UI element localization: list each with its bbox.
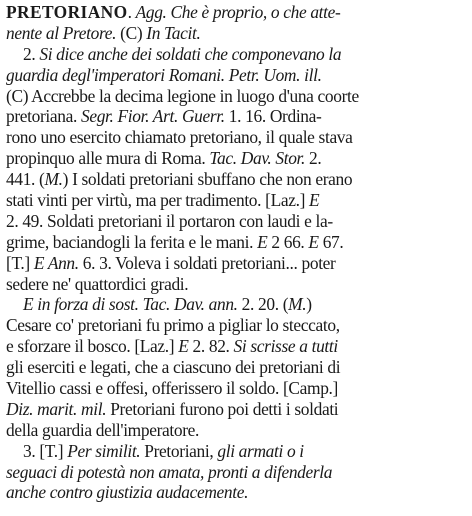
text-segment: ) xyxy=(306,294,312,315)
italic-text: Tac. Dav. Stor. xyxy=(209,148,306,169)
text-segment: 1. 16. Ordina- xyxy=(224,106,322,127)
entry-line xyxy=(6,23,466,44)
text-segment: 441. ( xyxy=(6,169,45,190)
entry-line xyxy=(6,232,466,253)
text-segment: e sforzare il bosco. [Laz.] xyxy=(6,336,179,357)
entry-line xyxy=(6,106,466,127)
text-segment: (C) Accrebbe la decima legione in luogo d'una coorte xyxy=(6,85,359,106)
entry-line xyxy=(6,462,466,483)
italic-text: E xyxy=(309,190,320,211)
italic-text: E in forza di sost. Tac. Dav. ann. xyxy=(23,294,238,315)
italic-text: Si scrisse a tutti xyxy=(233,336,338,357)
text-segment: sedere ne' quattordici gradi. xyxy=(6,273,189,294)
headword: PRETORIANO xyxy=(6,2,128,22)
italic-text: Agg. Che è proprio, o che atte- xyxy=(135,2,341,22)
text-segment: 2. 20. ( xyxy=(237,294,289,315)
entry-line xyxy=(6,399,466,420)
italic-text: seguaci di potestà non amata, pronti a difenderla xyxy=(6,461,333,482)
italic-text: gli armati o i xyxy=(217,440,304,461)
text-segment: Pretoriani, xyxy=(140,440,218,461)
italic-text: Per similit. xyxy=(67,440,141,461)
text-segment: 67. xyxy=(318,231,344,252)
text-segment: 2. 49. Soldati pretoriani il portaron con laudi e la- xyxy=(6,210,333,231)
italic-text: In Tacit. xyxy=(146,22,201,43)
text-segment: ) I soldati pretoriani sbuffano che non erano xyxy=(62,169,353,190)
text-segment: 2. xyxy=(23,43,40,64)
text-segment: 2 66. xyxy=(267,231,309,252)
italic-text: Diz. marit. mil. xyxy=(6,398,107,419)
text-segment: gli eserciti e legati, che a ciascuno dei pretoriani di xyxy=(6,357,341,378)
entry-line xyxy=(6,211,466,232)
entry-line xyxy=(6,357,466,378)
entry-line xyxy=(6,127,466,148)
entry-line xyxy=(6,148,466,169)
entry-line xyxy=(6,420,466,441)
italic-text: Segr. Fior. Art. Guerr. xyxy=(80,106,225,127)
entry-line xyxy=(6,274,466,295)
italic-text: Si dice anche dei soldati che componevano la xyxy=(39,43,342,64)
text-segment: 6. 3. Voleva i soldati pretoriani... poter xyxy=(78,252,336,273)
entry-line xyxy=(6,294,466,315)
text-segment: Pretoriani furono poi detti i soldati xyxy=(106,398,339,419)
entry-line xyxy=(6,44,466,65)
text-segment: propinquo alle mura di Roma. xyxy=(6,148,210,169)
text-segment: (C) xyxy=(116,22,147,43)
entry-line xyxy=(6,190,466,211)
italic-text: E xyxy=(178,336,189,357)
entry-line xyxy=(6,315,466,336)
entry-line xyxy=(6,441,466,462)
text-segment: . xyxy=(127,2,136,22)
italic-text: E Ann. xyxy=(33,252,79,273)
italic-text: anche contro giustizia audacemente. xyxy=(6,482,249,503)
text-segment: stati vinti per virtù, ma per tradimento. [Laz.] xyxy=(6,190,310,211)
entry-line xyxy=(6,378,466,399)
text-segment: [T.] xyxy=(6,252,34,273)
text-segment: 2. 82. xyxy=(188,336,234,357)
text-segment: grime, baciandogli la ferita e le mani. xyxy=(6,231,258,252)
entry-line xyxy=(6,336,466,357)
entry-line xyxy=(6,482,466,503)
text-segment: Vitellio cassi e offesi, offerissero il soldo. [Camp.] xyxy=(6,378,338,399)
italic-text: guardia degl'imperatori Romani. Petr. Uom. ill. xyxy=(6,64,322,85)
entry-line xyxy=(6,2,466,23)
entry-line xyxy=(6,86,466,107)
italic-text: M. xyxy=(288,294,307,315)
entry-line xyxy=(6,169,466,190)
italic-text: M. xyxy=(44,169,63,190)
text-segment: pretoriana. xyxy=(6,106,81,127)
text-segment: 3. [T.] xyxy=(23,440,68,461)
entry-line xyxy=(6,253,466,274)
text-segment: Cesare co' pretoriani fu primo a pigliar lo steccato, xyxy=(6,315,340,336)
entry-line xyxy=(6,65,466,86)
text-segment: della guardia dell'imperatore. xyxy=(6,419,200,440)
italic-text: nente al Pretore. xyxy=(6,22,117,43)
italic-text: E xyxy=(308,231,319,252)
italic-text: E xyxy=(257,231,268,252)
text-segment: 2. xyxy=(305,148,322,169)
text-segment: rono uno esercito chiamato pretoriano, il quale stava xyxy=(6,127,353,148)
